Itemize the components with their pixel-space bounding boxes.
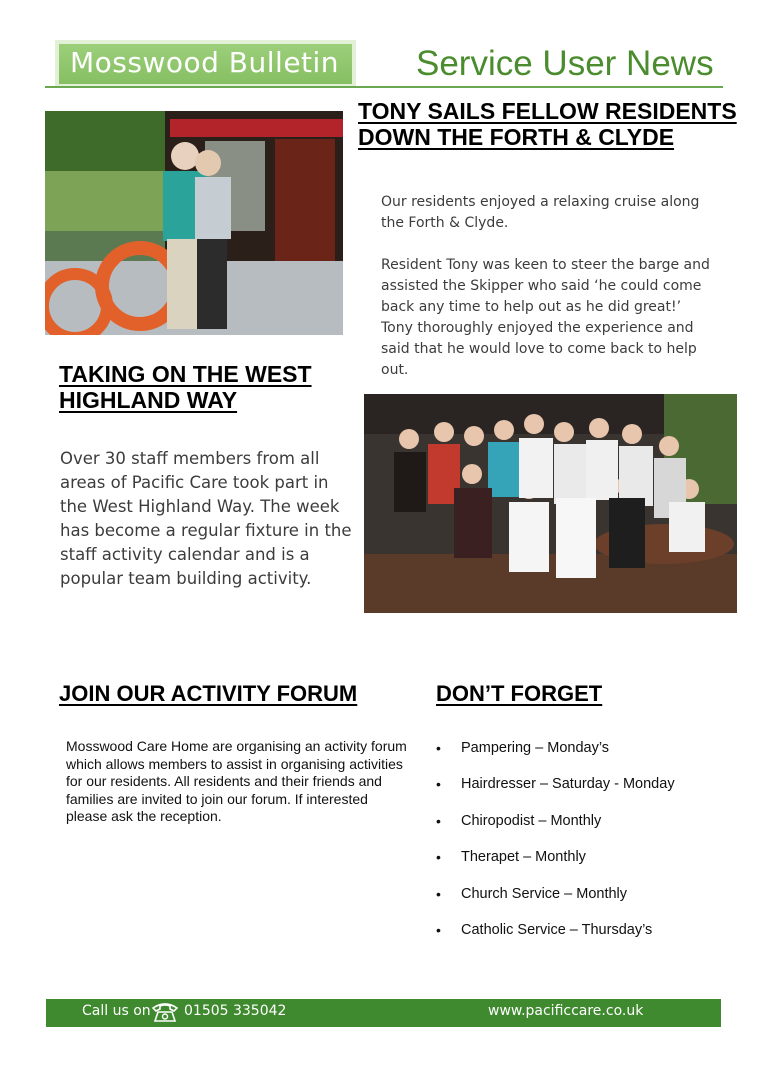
list-item: • Pampering – Monday’s <box>436 740 610 756</box>
header-divider <box>45 86 723 88</box>
list-item: • Church Service – Monthly <box>436 885 628 902</box>
tony-article-heading: TONY SAILS FELLOW RESIDENTS DOWN THE FORTH & CLYDE <box>358 98 737 150</box>
reminders-list <box>436 738 736 956</box>
footer-website-link[interactable]: www.pacificcare.co.uk <box>488 1003 644 1019</box>
barge-photo <box>45 111 343 335</box>
west-highland-paragraph: Over 30 staff members from all areas of Pacific Care took part in the West Highland Way. The week has become a regular fixture in the staff activity calendar and is a popular team building activity. <box>60 449 352 588</box>
tony-article-paragraph-1: Our residents enjoyed a relaxing cruise along the Forth & Clyde. <box>381 194 700 231</box>
west-highland-heading: TAKING ON THE WEST HIGHLAND WAY <box>59 361 312 413</box>
list-item: • Chiropodist – Monthly <box>436 812 602 829</box>
bulletin-banner-text: Mosswood Bulletin <box>70 46 340 79</box>
footer-phone-number[interactable]: 01505 335042 <box>184 1003 287 1019</box>
dont-forget-heading: DON’T FORGET <box>436 681 603 706</box>
list-item: • Catholic Service – Thursday’s <box>436 921 653 938</box>
page-title: Service User News <box>416 44 714 83</box>
footer-call-label: Call us on <box>82 1003 151 1019</box>
list-item: • Hairdresser – Saturday - Monday <box>436 776 675 793</box>
staff-group-photo <box>364 394 737 613</box>
tony-article-paragraph-2: Resident Tony was keen to steer the barge and assisted the Skipper who said ‘he could come back any time to help out as he did great!’ Tony thoroughly enjoyed the experience and said that he would love to come back to help out. <box>381 257 710 378</box>
telephone-icon <box>150 1001 180 1023</box>
activity-forum-paragraph: Mosswood Care Home are organising an activity forum which allows members to assist in organising activities for our residents. All residents and their friends and families are invited to join our forum. If interested please ask the reception. <box>66 738 407 824</box>
list-item: • Therapet – Monthly <box>436 849 586 866</box>
activity-forum-heading: JOIN OUR ACTIVITY FORUM <box>59 681 358 706</box>
